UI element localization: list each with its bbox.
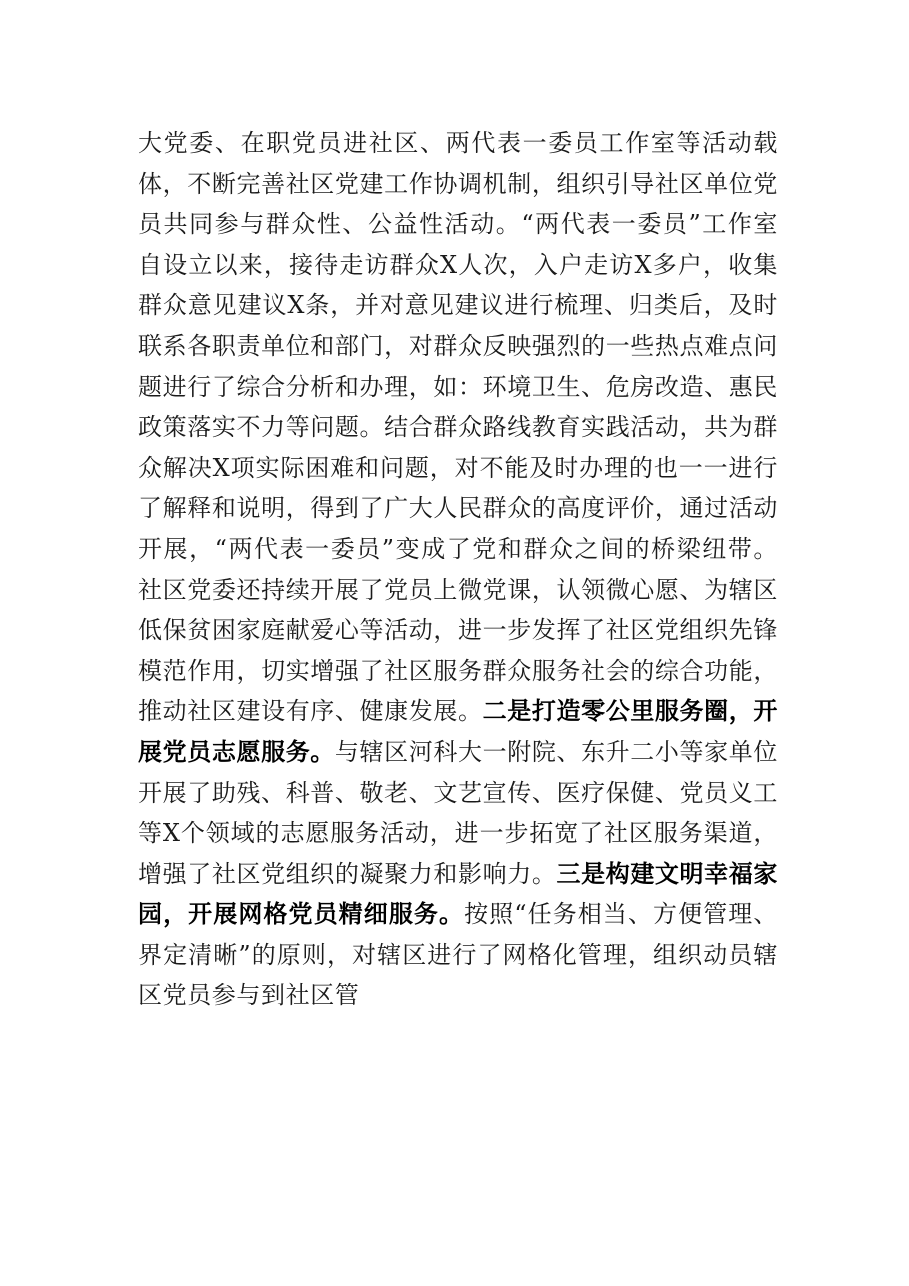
text-segment-intro: 大党委、在职党员进社区、两代表一委员工作室等活动载体，不断完善社区党建工作协调机制，组织引导社区单位党员共同参与群众性、公益性活动。“两代表一委员”工作室自设立以来，接待走访群众X人次，入户走访X多户，收集群众意见建议X条，并对意见建议进行梳理、归类后，及时联系各职责单位和部门，对群众反映强烈的一些热点难点问题进行了综合分析和办理，如：环境卫生、危房改造、惠民政策落实不力等问题。结合群众路线教育实践活动，共为群众解决X项实际困难和问题，对不能及时办理的也一一进行了解释和说明，得到了广大人民群众的高度评价，通过活动开展，“两代表一委员”变成了党和群众之间的桥梁纽带。社区党委还持续开展了党员上微党课，认领微心愿、为辖区低保贫困家庭献爱心等活动，进一步发挥了社区党组织先锋模范作用，切实增强了社区服务群众服务社会的综合功能，推动社区建设有序、健康发展。 [138, 129, 778, 726]
heading-inline-2: 二是打造零公里服务圈，开展党员志愿服务。 [138, 697, 778, 766]
text-segment-grid: 按照“任务相当、方便管理、界定清晰”的原则，对辖区进行了网格化管理，组织动员辖区党员参与到社区管 [138, 900, 778, 1010]
heading-inline-3: 三是构建文明幸福家园，开展网格党员精细服务。 [138, 859, 778, 929]
body-paragraph [138, 123, 778, 1016]
text-segment-volunteer: 与辖区河科大一附院、东升二小等家单位开展了助残、科普、敬老、文艺宣传、医疗保健、党员义工等X个领域的志愿服务活动，进一步拓宽了社区服务渠道，增强了社区党组织的凝聚力和影响力。 [138, 737, 778, 888]
